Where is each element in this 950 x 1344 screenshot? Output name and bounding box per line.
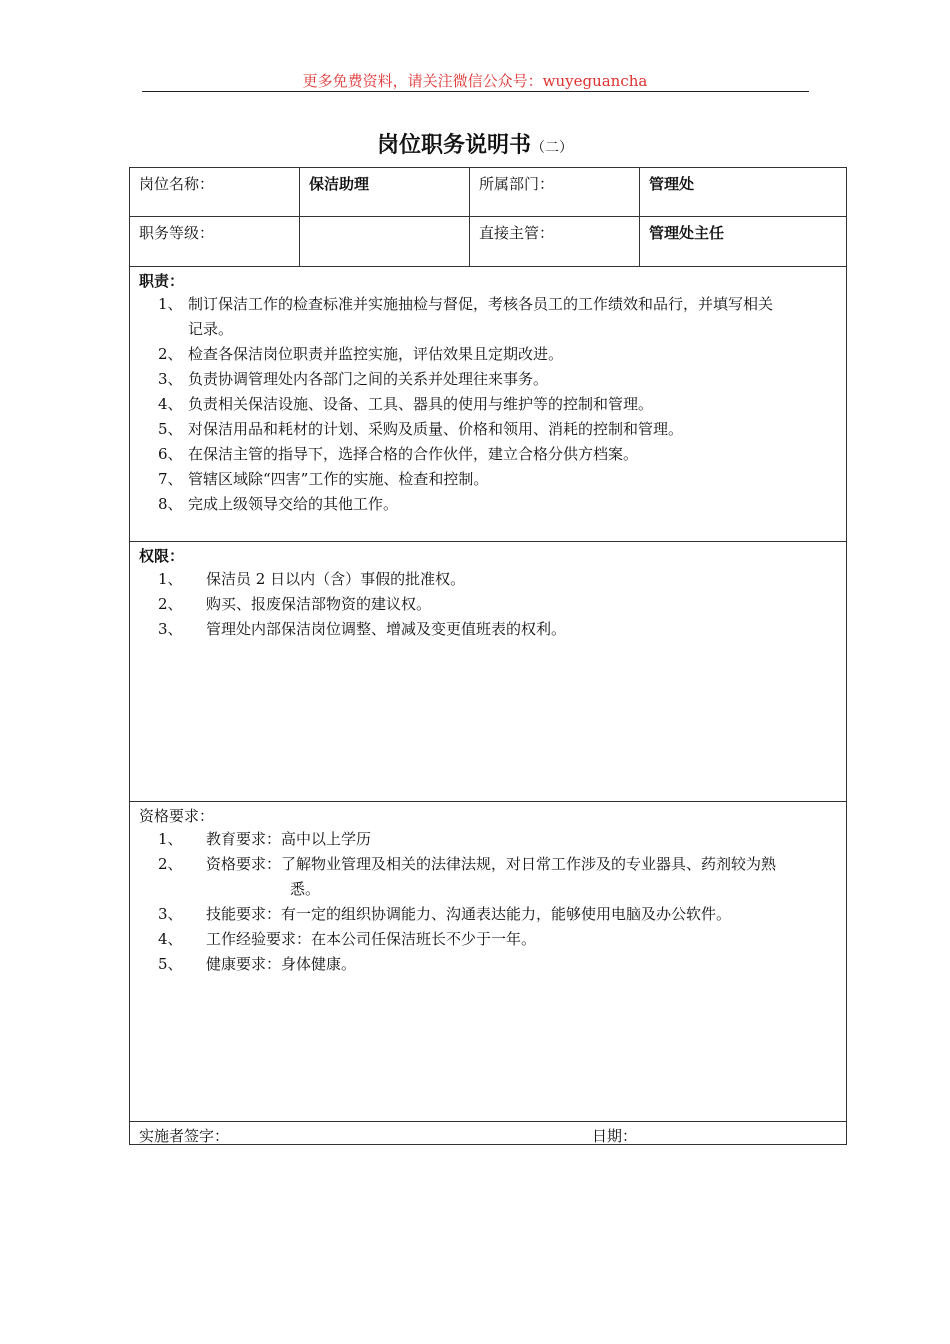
position-value: 保洁助理	[300, 168, 470, 216]
duty-num: 3、	[158, 370, 183, 388]
duty-text: 在保洁主管的指导下，选择合格的合作伙伴，建立合格分供方档案。	[188, 445, 639, 463]
authority-text: 管理处内部保洁岗位调整、增减及变更值班表的权利。	[206, 620, 567, 638]
duty-text: 管辖区域除“四害”工作的实施、检查和控制。	[188, 470, 489, 488]
qualification-text: 资格要求：了解物业管理及相关的法律法规，对日常工作涉及的专业器具、药剂较为熟	[206, 855, 777, 873]
supervisor-value: 管理处主任	[649, 224, 725, 242]
duty-text: 制订保洁工作的检查标准并实施抽检与督促，考核各员工的工作绩效和品行，并填写相关	[188, 295, 774, 313]
duty-num: 2、	[158, 345, 183, 363]
header-rule	[142, 91, 809, 92]
authority-num: 1、	[158, 570, 183, 588]
qualification-num: 3、	[158, 905, 183, 923]
duty-text: 对保洁用品和耗材的计划、采购及质量、价格和领用、消耗的控制和管理。	[188, 420, 684, 438]
duties-heading: 职责：	[139, 272, 185, 290]
qualification-text: 健康要求：身体健康。	[206, 955, 357, 973]
info-row-2	[130, 217, 846, 267]
signer-label: 实施者签字：	[139, 1127, 230, 1145]
title-main: 岗位职务说明书	[376, 132, 531, 158]
authority-heading: 权限：	[139, 547, 185, 565]
dept-label: 所属部门：	[470, 168, 640, 216]
duty-num: 6、	[158, 445, 183, 463]
title-sub: （二）	[531, 140, 573, 156]
date-label: 日期：	[592, 1127, 638, 1145]
duty-text: 负责协调管理处内各部门之间的关系并处理往来事务。	[188, 370, 549, 388]
duty-num: 8、	[158, 495, 183, 513]
authority-text: 保洁员 2 日以内（含）事假的批准权。	[206, 570, 466, 588]
duty-num: 1、	[158, 295, 183, 313]
duty-text-cont: 记录。	[188, 320, 234, 338]
duty-text: 检查各保洁岗位职责并监控实施，评估效果且定期改进。	[188, 345, 564, 363]
duty-text: 完成上级领导交给的其他工作。	[188, 495, 399, 513]
authority-num: 3、	[158, 620, 183, 638]
position-label: 岗位名称：	[130, 168, 300, 216]
signature-row	[130, 1122, 846, 1144]
job-description-form	[129, 167, 847, 1145]
header-note: 更多免费资料，请关注微信公众号：wuyeguancha	[302, 72, 648, 90]
duty-num: 7、	[158, 470, 183, 488]
supervisor-label: 直接主管：	[470, 217, 640, 266]
duty-text: 负责相关保洁设施、设备、工具、器具的使用与维护等的控制和管理。	[188, 395, 654, 413]
grade-label: 职务等级：	[130, 217, 300, 266]
qualification-text: 技能要求：有一定的组织协调能力、沟通表达能力，能够使用电脑及办公软件。	[206, 905, 732, 923]
dept-value: 管理处	[649, 175, 695, 193]
duty-num: 4、	[158, 395, 183, 413]
page-title	[0, 128, 950, 159]
qualification-text: 教育要求：高中以上学历	[206, 830, 372, 848]
duty-num: 5、	[158, 420, 183, 438]
info-row-1	[130, 168, 846, 217]
qualification-text-cont: 悉。	[290, 880, 321, 898]
qualification-num: 1、	[158, 830, 183, 848]
authority-num: 2、	[158, 595, 183, 613]
qualification-num: 5、	[158, 955, 183, 973]
grade-value	[300, 217, 470, 266]
duties-section	[130, 267, 846, 542]
qualification-text: 工作经验要求：在本公司任保洁班长不少于一年。	[206, 930, 537, 948]
qualifications-heading: 资格要求：	[139, 807, 215, 825]
qualification-num: 2、	[158, 855, 183, 873]
qualifications-section	[130, 802, 846, 1122]
authority-text: 购买、报废保洁部物资的建议权。	[206, 595, 432, 613]
authority-section	[130, 542, 846, 802]
qualification-num: 4、	[158, 930, 183, 948]
